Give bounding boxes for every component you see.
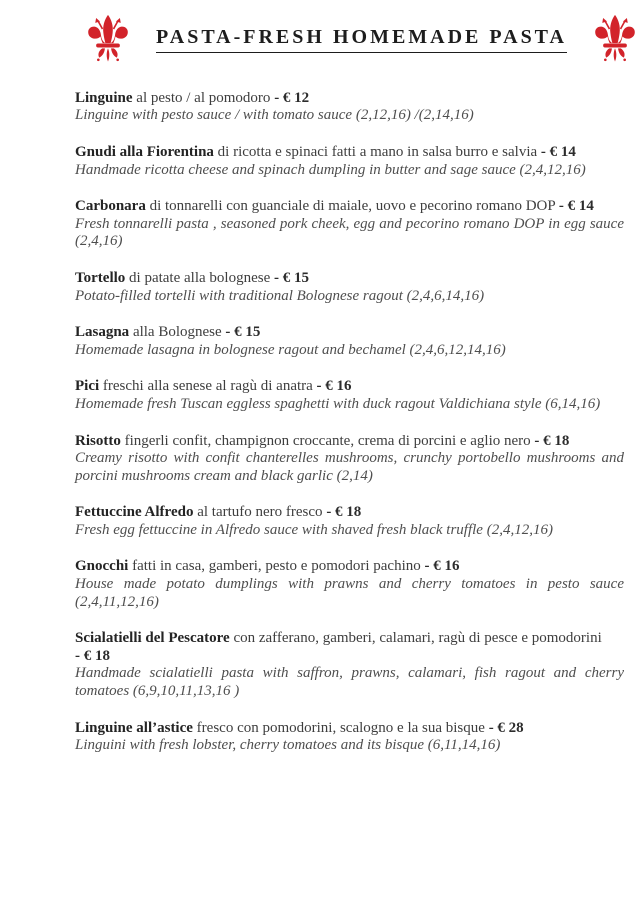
menu-item	[75, 90, 624, 125]
menu-item	[75, 378, 624, 413]
dish-price: - € 14	[558, 198, 594, 215]
dish-price: - € 15	[225, 324, 261, 341]
dish-description: Handmade ricotta cheese and spinach dumpling in butter and sage sauce (2,4,12,16)	[75, 161, 586, 178]
dish-price: - € 28	[488, 719, 524, 736]
dish-description: Linguini with fresh lobster, cherry tomatoes and its bisque (6,11,14,16)	[75, 737, 501, 754]
dish-name: Risotto	[75, 432, 121, 449]
dish-price: - € 16	[424, 558, 460, 575]
dish-description: Homemade fresh Tuscan eggless spaghetti with duck ragout Valdichiana style (6,14,16)	[75, 395, 601, 412]
dish-line	[75, 720, 624, 738]
dish-name: Linguine	[75, 89, 133, 106]
menu-item	[75, 558, 624, 611]
dish-description: Homemade lasagna in bolognese ragout and bechamel (2,4,6,12,14,16)	[75, 341, 506, 358]
dish-details: freschi alla senese al ragù di anatra	[102, 378, 313, 395]
florentine-lily-icon-right	[593, 14, 637, 66]
dish-price: - € 16	[316, 378, 352, 395]
menu-item	[75, 144, 624, 179]
dish-line	[75, 433, 624, 451]
florentine-lily-icon-left	[86, 14, 130, 66]
dish-description: Fresh tonnarelli pasta , seasoned pork cheek, egg and pecorino romano DOP in egg sauce (2,4,16)	[75, 215, 624, 250]
dish-price: - € 12	[274, 89, 310, 106]
dish-description: Fresh egg fettuccine in Alfredo sauce with shaved fresh black truffle (2,4,12,16)	[75, 521, 553, 538]
menu-item	[75, 720, 624, 755]
dish-name: Tortello	[75, 269, 126, 286]
dish-name: Linguine all’astice	[75, 719, 193, 736]
menu-item	[75, 433, 624, 486]
dish-line	[75, 198, 624, 216]
dish-name: Scialatielli del Pescatore	[75, 630, 230, 647]
dish-details: fingerli confit, champignon croccante, crema di porcini e aglio nero	[124, 432, 531, 449]
dish-description: Handmade scialatielli pasta with saffron, prawns, calamari, fish ragout and cherry tomatoes (6,9,10,11,13,16 )	[75, 665, 624, 700]
dish-line	[75, 504, 624, 522]
menu-item	[75, 504, 624, 539]
menu-list	[0, 67, 640, 755]
dish-details: fatti in casa, gamberi, pesto e pomodori pachino	[132, 558, 421, 575]
menu-item	[75, 270, 624, 305]
dish-name: Carbonara	[75, 198, 146, 215]
dish-details: al tartufo nero fresco	[197, 504, 323, 521]
title-wrap	[130, 13, 593, 67]
dish-price: - € 15	[273, 269, 309, 286]
dish-details: fresco con pomodorini, scalogno e la sua bisque	[196, 719, 485, 736]
dish-details: di ricotta e spinaci fatti a mano in salsa burro e salvia	[217, 143, 538, 160]
dish-line	[75, 630, 624, 665]
dish-line	[75, 324, 624, 342]
dish-line	[75, 90, 624, 108]
dish-price: - € 18	[534, 432, 570, 449]
dish-description: Creamy risotto with confit chanterelles mushrooms, crunchy portobello mushrooms and porcini mushrooms cream and black garlic (2,14)	[75, 450, 624, 484]
dish-name: Fettuccine Alfredo	[75, 504, 194, 521]
dish-details: alla Bolognese	[132, 324, 222, 341]
dish-price: - € 18	[326, 504, 362, 521]
menu-header	[0, 0, 640, 67]
page-title: PASTA-FRESH HOMEMADE PASTA	[156, 26, 567, 53]
dish-line	[75, 378, 624, 396]
dish-name: Gnocchi	[75, 558, 129, 575]
menu-item	[75, 630, 624, 700]
dish-details: di patate alla bolognese	[129, 269, 271, 286]
menu-item	[75, 198, 624, 251]
dish-details: di tonnarelli con guanciale di maiale, uovo e pecorino romano DOP	[149, 198, 556, 215]
dish-name: Gnudi alla Fiorentina	[75, 143, 214, 160]
dish-details: con zafferano, gamberi, calamari, ragù di pesce e pomodorini	[233, 630, 602, 647]
dish-price: - € 14	[540, 143, 576, 160]
dish-line	[75, 144, 624, 162]
dish-price: - € 18	[75, 647, 110, 664]
dish-line	[75, 558, 624, 576]
dish-name: Lasagna	[75, 324, 130, 341]
dish-name: Pici	[75, 378, 100, 395]
dish-line	[75, 270, 624, 288]
menu-item	[75, 324, 624, 359]
dish-description: Linguine with pesto sauce / with tomato sauce (2,12,16) /(2,14,16)	[75, 107, 474, 124]
dish-details: al pesto / al pomodoro	[136, 89, 271, 106]
dish-description: House made potato dumplings with prawns and cherry tomatoes in pesto sauce (2,4,11,12,16)	[75, 576, 624, 610]
dish-description: Potato-filled tortelli with traditional Bolognese ragout (2,4,6,14,16)	[75, 287, 485, 304]
